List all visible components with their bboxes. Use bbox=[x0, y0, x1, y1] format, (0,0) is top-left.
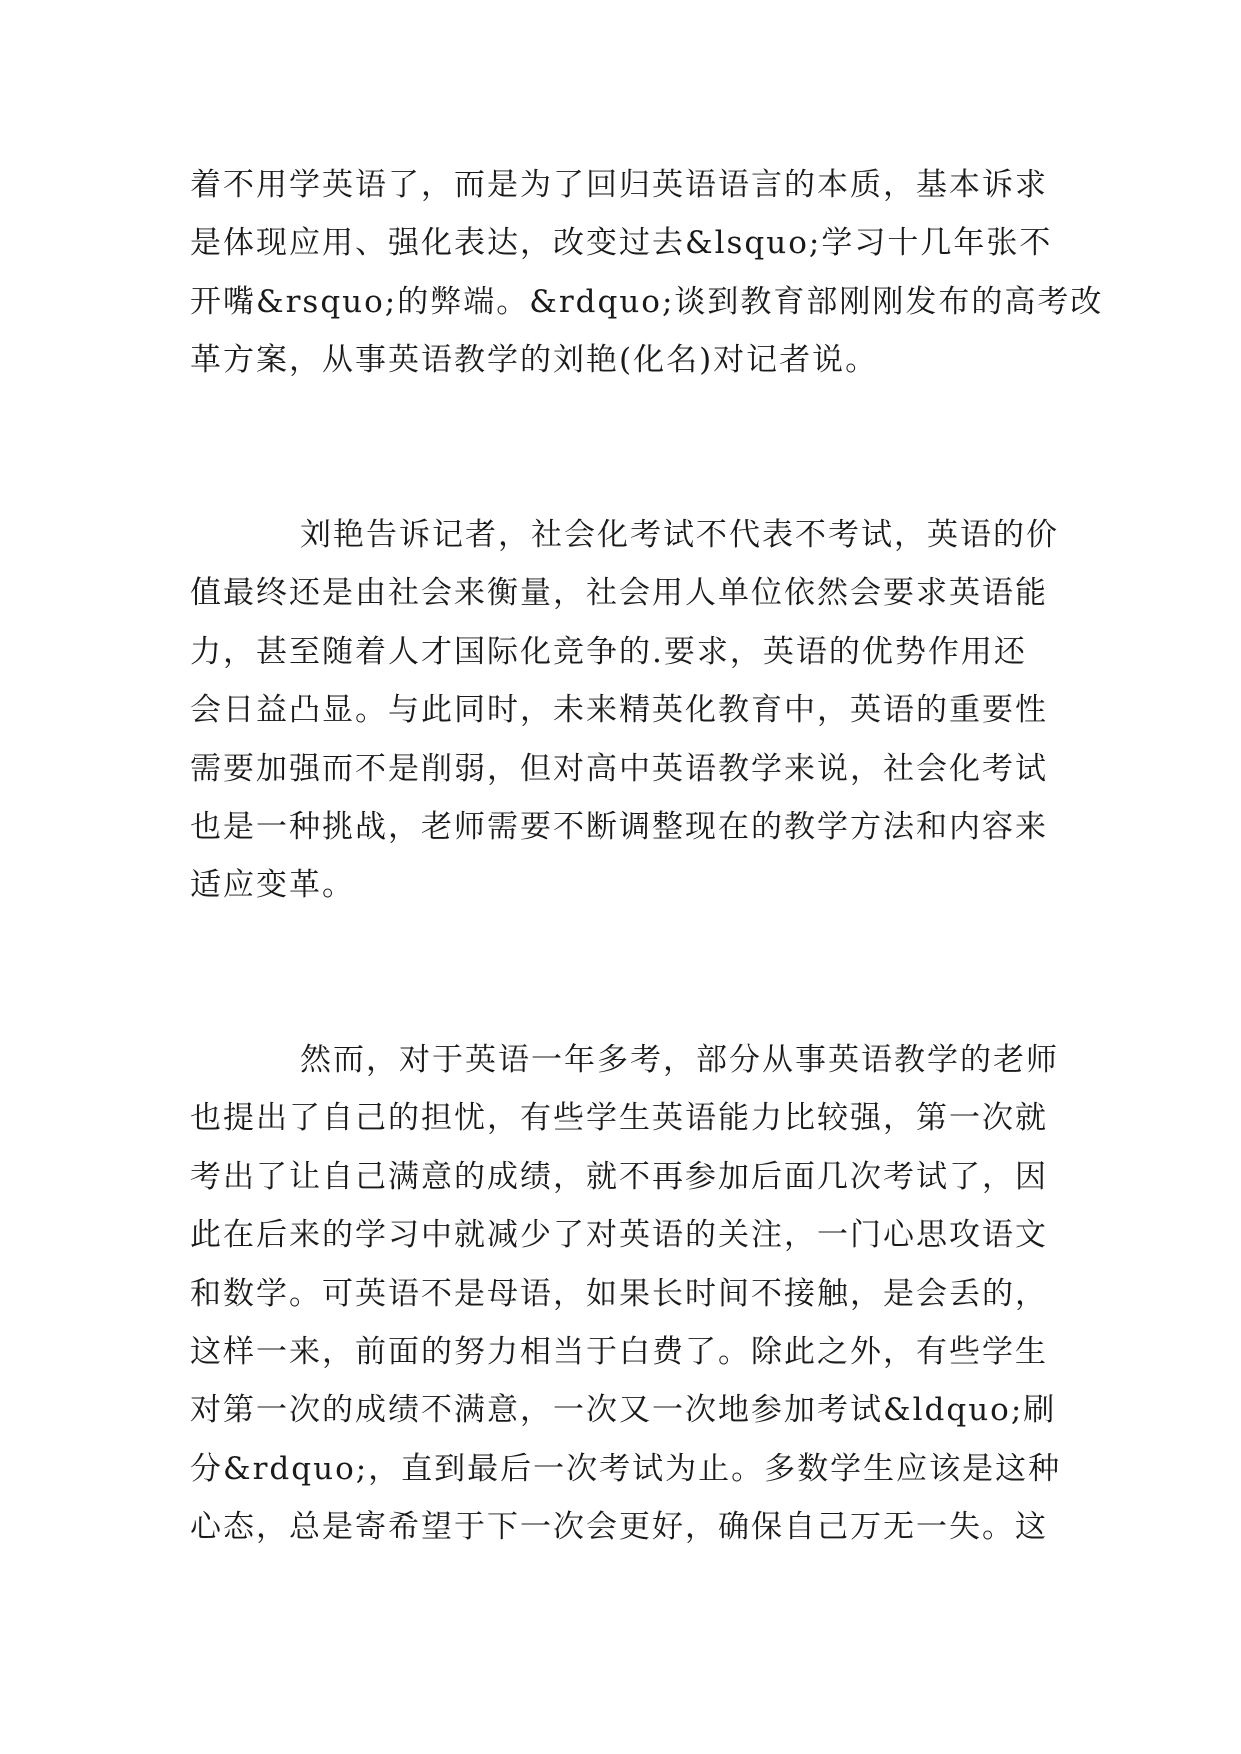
paragraph-line: 适应变革。 bbox=[190, 867, 355, 904]
paragraph-line: 需要加强而不是削弱，但对高中英语教学来说，社会化考试 bbox=[190, 750, 1048, 787]
paragraph-line: 这样一来，前面的努力相当于白费了。除此之外，有些学生 bbox=[190, 1334, 1048, 1371]
paragraph-2 bbox=[190, 506, 1059, 915]
paragraph-line: 对第一次的成绩不满意，一次又一次地参加考试&ldquo;刷 bbox=[190, 1392, 1057, 1429]
paragraph-line: 心态，总是寄希望于下一次会更好，确保自己万无一失。这 bbox=[190, 1509, 1048, 1546]
paragraph-line: 此在后来的学习中就减少了对英语的关注，一门心思攻语文 bbox=[190, 1217, 1048, 1254]
paragraph-line: 和数学。可英语不是母语，如果长时间不接触，是会丢的， bbox=[190, 1275, 1048, 1312]
paragraph-line: 刘艳告诉记者，社会化考试不代表不考试，英语的价 bbox=[300, 517, 1059, 553]
paragraph-line: 开嘴&rsquo;的弊端。&rdquo;谈到教育部刚刚发布的高考改 bbox=[190, 283, 1104, 320]
paragraph-3 bbox=[190, 1031, 1062, 1557]
paragraph-line: 力，甚至随着人才国际化竞争的.要求，英语的优势作用还 bbox=[190, 633, 1027, 670]
paragraph-line: 会日益凸显。与此同时，未来精英化教育中，英语的重要性 bbox=[190, 692, 1048, 729]
paragraph-1 bbox=[190, 156, 1104, 390]
paragraph-line: 革方案，从事英语教学的刘艳(化名)对记者说。 bbox=[190, 342, 879, 379]
paragraph-line: 考出了让自己满意的成绩，就不再参加后面几次考试了，因 bbox=[190, 1158, 1048, 1195]
paragraph-line: 着不用学英语了，而是为了回归英语语言的本质，基本诉求 bbox=[190, 167, 1048, 203]
paragraph-line: 也提出了自己的担忧，有些学生英语能力比较强，第一次就 bbox=[190, 1100, 1048, 1137]
paragraph-line: 也是一种挑战，老师需要不断调整现在的教学方法和内容来 bbox=[190, 809, 1048, 846]
paragraph-line: 分&rdquo;，直到最后一次考试为止。多数学生应该是这种 bbox=[190, 1450, 1062, 1487]
paragraph-line: 然而，对于英语一年多考，部分从事英语教学的老师 bbox=[300, 1042, 1059, 1078]
paragraph-line: 是体现应用、强化表达，改变过去&lsquo;学习十几年张不 bbox=[190, 225, 1053, 262]
paragraph-line: 值最终还是由社会来衡量，社会用人单位依然会要求英语能 bbox=[190, 575, 1048, 612]
